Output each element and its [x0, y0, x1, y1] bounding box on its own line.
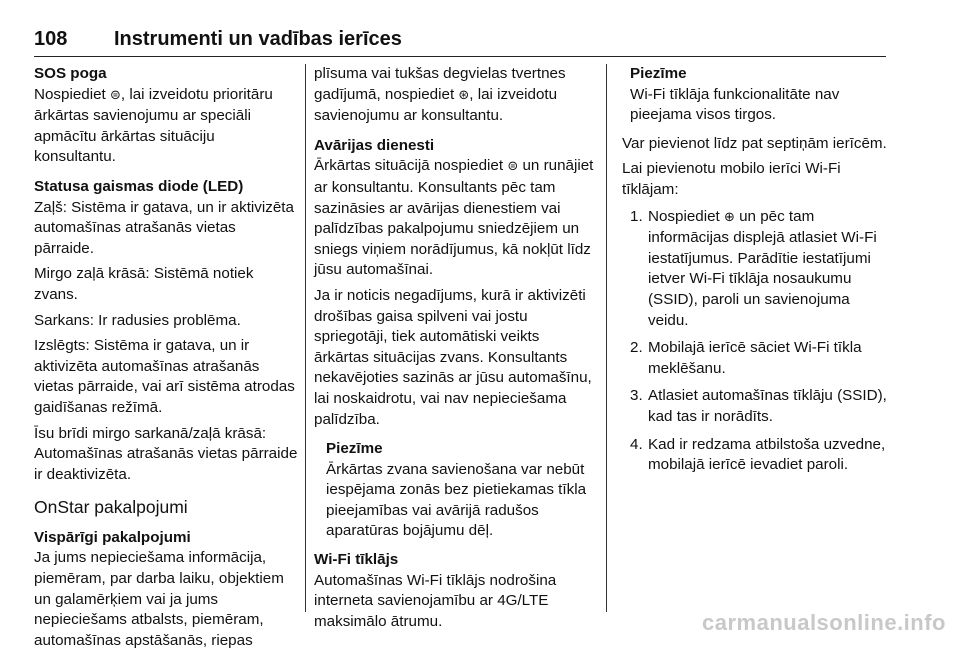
led-red-text: Sarkans: Ir radusies problēma. — [34, 311, 241, 329]
connect-intro: Lai pievienotu mobilo ierīci Wi-Fi tīklājam: — [622, 160, 841, 198]
continued-paragraph — [314, 64, 594, 127]
general-services-text: Ja jums nepieciešama informācija, piemēram, par darba laiku, objektiem un galamērķiem vai ja jums nepieciešams atbalsts, piemēram, automašīnas apstāšanās, riepas — [34, 549, 284, 649]
devices-text: Var pievienot līdz pat septiņām ierīcēm. — [622, 134, 887, 152]
assist-button-icon: ⊛ — [458, 87, 470, 103]
accident-paragraph: Ja ir noticis negadījums, kurā ir aktivizēti drošības gaisa spilveni vai jostu spriegotāji, tiek automātiski veikts ārkārtas situācijas zvans. Konsultants nekavējoties sazinās ar jūsu automašīnu, lai noskaidrotu, vai nav nepieciešama palīdzība. — [314, 286, 592, 428]
column-separator — [606, 64, 607, 612]
led-blink-green-text: Mirgo zaļā krāsā: Sistēmā notiek zvans. — [34, 265, 254, 303]
sos-paragraph — [34, 85, 298, 168]
watermark: carmanualsonline.info — [702, 610, 946, 635]
emergency-text-start: Ārkārtas situācijā nospiediet — [314, 157, 508, 175]
list-item — [622, 207, 890, 332]
led-off-text: Izslēgts: Sistēma ir gatava, un ir aktivizēta automašīnas atrašanās vietas pārraide, vai arī sistēma atrodas gaidīšanas režīmā. — [34, 337, 295, 416]
emergency-heading: Avārijas dienesti — [314, 136, 435, 154]
step-text: Mobilajā ierīcē sāciet Wi-Fi tīkla meklēšanu. — [648, 339, 862, 377]
step-text-end: un pēc tam informācijas displejā atlasiet Wi-Fi iestatījumus. Parādītie iestatījumi ietver Wi-Fi tīklāja nosaukumu (SSID), paroli un savienojuma veidu. — [648, 207, 877, 329]
note-title: Piezīme — [630, 65, 687, 82]
continued-text-end: , lai izveidotu savienojumu ar konsultantu. — [314, 85, 558, 125]
step-number: 4. — [630, 435, 643, 453]
note-text: Ārkārtas zvana savienošana var nebūt iespējama zonās bez pietiekamas tīkla pieejamības vai avārijā radušos aparatūras bojājumu dēļ. — [326, 460, 587, 540]
note-text: Wi-Fi tīklāja funkcionalitāte nav pieejama visos tirgos. — [630, 85, 840, 124]
wifi-button-icon: ⊕ — [723, 209, 735, 225]
list-item — [622, 386, 890, 427]
wifi-heading: Wi-Fi tīklājs — [314, 551, 399, 569]
continued-text-start: plīsuma vai tukšas degvielas tvertnes gadījumā, nospiediet — [314, 65, 566, 103]
page-header — [34, 28, 886, 57]
note-box — [326, 439, 594, 542]
led-green-text: Zaļš: Sistēma ir gatava, un ir aktivizēta automašīnas atrašanās vietas pārraide. — [34, 198, 294, 257]
emergency-text-end: un runājiet ar konsultantu. Konsultants pēc tam sazināsies ar avārijas dienestiem vai palīdzības pakalpojumu sniedzējiem un sniegs viņiem norādījumus, kā nokļūt līdz jūsu automašīnai. — [314, 157, 594, 279]
steps-list — [622, 207, 890, 476]
running-title: Instrumenti un vadības ierīces — [114, 28, 402, 50]
sos-button-icon: ⊜ — [507, 159, 519, 175]
step-text: Atlasiet automašīnas tīklāju (SSID), kad tas ir norādīts. — [648, 387, 887, 425]
step-number: 2. — [630, 339, 643, 357]
sos-text-end: , lai izveidotu prioritāru ārkārtas savienojumu ar speciāli apmācītu ārkārtas situāciju konsultantu. — [34, 85, 273, 166]
led-heading: Statusa gaismas diode (LED) — [34, 177, 244, 195]
note-title: Piezīme — [326, 440, 383, 458]
sos-text-start: Nospiediet — [34, 85, 110, 103]
page-number: 108 — [34, 28, 68, 50]
wifi-text: Automašīnas Wi-Fi tīklājs nodrošina interneta savienojamību ar 4G/LTE maksimālo ātrumu. — [314, 571, 557, 630]
section-title: OnStar pakalpojumi — [34, 497, 188, 518]
general-services-heading: Vispārīgi pakalpojumi — [34, 528, 191, 546]
emergency-paragraph — [314, 156, 594, 281]
step-text-start: Nospiediet — [648, 207, 724, 225]
step-number: 3. — [630, 387, 643, 405]
column-right — [622, 64, 890, 483]
column-separator — [305, 64, 306, 612]
column-middle — [314, 64, 594, 632]
sos-button-icon: ⊜ — [109, 87, 121, 103]
step-text: Kad ir redzama atbilstoša uzvedne, mobilajā ierīcē ievadiet paroli. — [648, 435, 886, 474]
led-short-blink-text: Īsu brīdi mirgo sarkanā/zaļā krāsā: Automašīnas atrašanās vietas pārraide ir deaktivizēta. — [34, 424, 298, 483]
list-item — [622, 338, 890, 379]
note-box — [630, 64, 890, 126]
column-left — [34, 64, 298, 651]
step-number: 1. — [630, 207, 643, 225]
sos-heading: SOS poga — [34, 65, 107, 82]
list-item — [622, 435, 890, 476]
